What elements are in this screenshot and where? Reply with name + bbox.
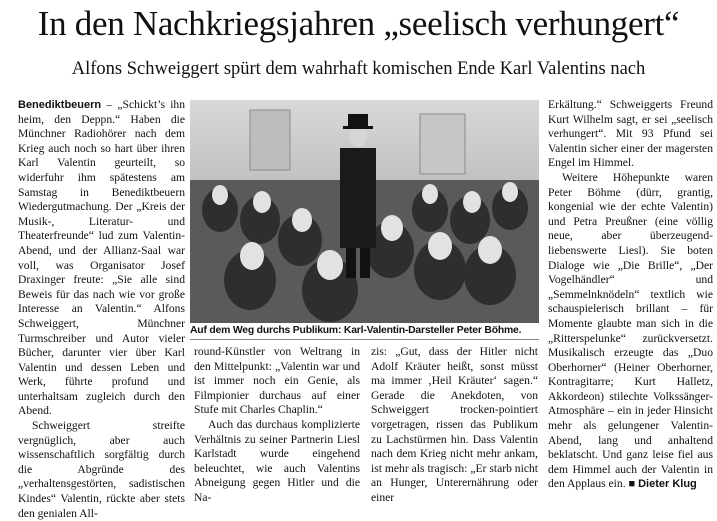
audience-performer-photo: [190, 100, 539, 323]
paragraph-text: Weitere Höhepunkte waren Peter Böhme (dürr, grantig, kongenial wie der echte Valentin) und Petra Preußner (eine völlig neue, aber überzeugend-liebenswerte Liesl). Sie boten Dialoge wie „Die Brille“, „Der Vogelhändler“ und „Semmelnknödeln“ textlich wie schauspielerisch brillant – für Momente glaubte man sich in die „Ritterspelunke“ zurückversetzt. Musikalisch erzeugte das „Duo Oberhorner“ (Heiner Oberhorner, Kontragitarre; Kurt Halletz, Akkordeon) stilechte Volkssänger-Atmosphäre – ein in jeder Hinsicht mehr als gelungener Valentin-Abend, lang und anhaltend beklatscht. Und ganz leise fiel aus dem Himmel auch der Valentin in den Applaus ein.: [548, 170, 713, 491]
paragraph: Auch das durchaus komplizierte Verhältnis zu seiner Partnerin Liesl Karlstadt wurde eingehend beleuchtet, wie auch Valentins Abneigung gegen Hitler und die Na-: [194, 417, 360, 504]
headline: In den Nachkriegsjahren „seelisch verhungert“: [37, 4, 680, 43]
dateline: Benediktbeuern: [18, 99, 102, 111]
subheadline: Alfons Schweiggert spürt dem wahrhaft komischen Ende Karl Valentins nach: [71, 59, 646, 79]
paragraph: [548, 171, 713, 492]
photo-caption: Auf dem Weg durchs Publikum: Karl-Valentin-Darsteller Peter Böhme.: [190, 325, 522, 336]
author-name: Dieter Klug: [638, 478, 697, 491]
article-column-1: [18, 98, 185, 521]
paragraph: zis: „Gut, dass der Hitler nicht Adolf Kräuter heißt, sonst müsst ma immer ‚Heil Kräuter‘ sagen.“ Gerade die Anekdoten, von Schweiggert trocken-pointiert vorgetragen, rissen das Publikum zu Lachstürmen hin. Dass Valentin nach dem Krieg nicht mehr ankam, ist mehr als tragisch: „Er starb nicht an Hunger, Unterernährung oder einer: [371, 345, 538, 504]
article-column-2: [194, 345, 360, 506]
caption-divider: [190, 339, 539, 340]
author-marker-icon: ■: [628, 478, 636, 491]
article-column-3: [371, 345, 538, 506]
paragraph: [18, 98, 185, 419]
paragraph: round-Künstler von Weltrang in den Mittelpunkt: „Valentin war und ist immer noch ein Genie, als Filmpionier durchaus auf einer Stufe mit Charles Chaplin.“: [194, 345, 360, 417]
article-column-4: [548, 98, 713, 492]
article-photo: [190, 100, 539, 323]
dateline-dash: –: [101, 98, 113, 111]
paragraph-text: „Schickt’s ihn heim, den Deppn.“ Haben die Münchner Radiohörer nach dem Krieg auch noch so hart über ihren Karl Valentin geurteilt, so widerfuhr ihm spätestens am Samstag in Benediktbeuern Wiedergutmachung. Der „Kreis der Musik-, Literatur- und Theaterfreunde“ lud zum Valentin-Abend, und der Allianz-Saal war voll, was Organisator Josef Draxinger freute: „Sie alle sind Beweis für das nach wie vor große Interesse an Valentin.“ Alfons Schweiggert, Münchner Turmschreiber und Autor vieler Bücher, darunter vier über Karl Valentin und dessen Leben und Werk, führte profund und unterhaltsam zugleich durch den Abend.: [18, 98, 186, 418]
paragraph: Schweiggert streifte vergnüglich, aber auch wissenschaftlich sorgfältig durch die Abgründe des „verhaltensgestörten, sadistischen Kindes“ Valentin, rückte aber stets den genialen All-: [18, 419, 185, 520]
paragraph: Erkältung.“ Schweiggerts Freund Kurt Wilhelm sagt, er sei „seelisch verhungert“. Mit 93 Pfund sei Valentin sicher einer der magersten Engel im Himmel.: [548, 98, 713, 170]
